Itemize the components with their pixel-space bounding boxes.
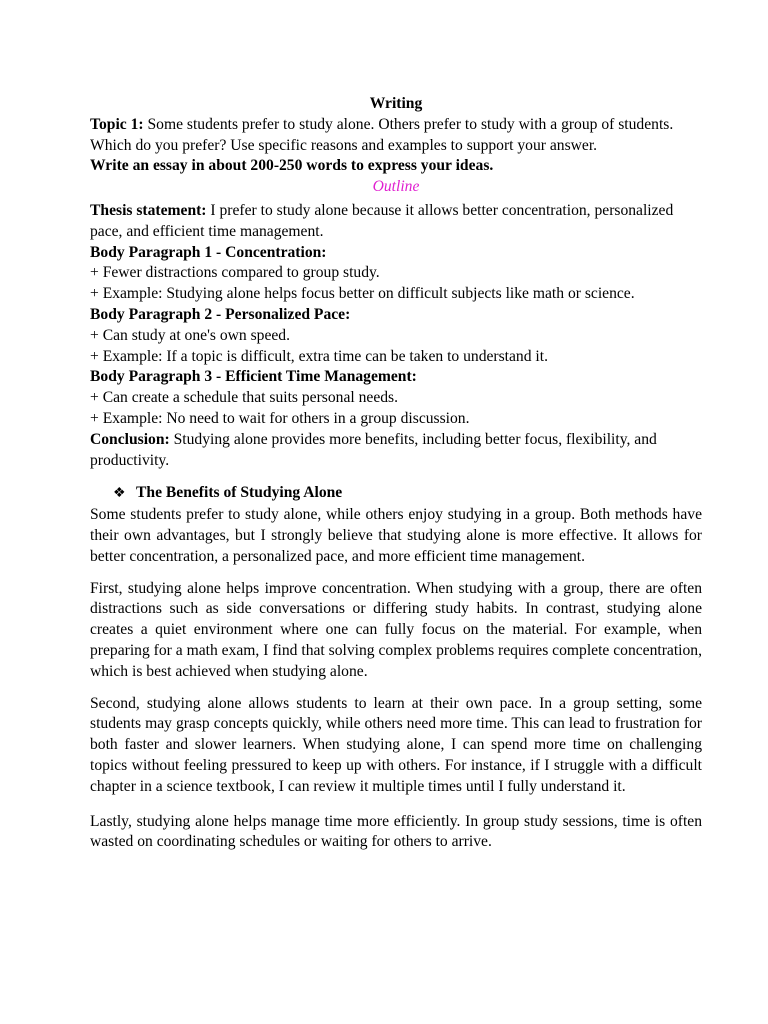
outline-heading: Outline	[372, 178, 420, 196]
essay-heading: The Benefits of Studying Alone	[136, 484, 343, 502]
body3-point: + Can create a schedule that suits personal needs.	[90, 389, 398, 407]
body1-point: + Example: Studying alone helps focus better on difficult subjects like math or science.	[90, 285, 635, 303]
body2-point: + Can study at one's own speed.	[90, 326, 291, 344]
essay-paragraph: Lastly, studying alone helps manage time more efficiently. In group study sessions, time is often wasted on coordinating schedules or waiting for others to arrive.	[90, 812, 702, 851]
diamond-bullet-icon: ❖	[113, 486, 126, 502]
topic-paragraph	[90, 115, 702, 157]
essay-paragraph: First, studying alone helps improve concentration. When studying with a group, there are often distractions such as side conversations or differing study habits. In contrast, studying alone creates a quiet environment where one can fully focus on the material. For example, when preparing for a math exam, I find that solving complex problems requires complete concentration, which is best achieved when studying alone.	[90, 579, 702, 680]
thesis-paragraph	[90, 201, 702, 243]
topic-label: Topic 1:	[90, 115, 144, 133]
body1-point: + Fewer distractions compared to group study.	[90, 264, 380, 282]
body1-heading: Body Paragraph 1 - Concentration:	[90, 243, 327, 261]
page-title: Writing	[369, 95, 423, 112]
essay-body	[90, 505, 702, 853]
essay-instruction: Write an essay in about 200-250 words to express your ideas.	[90, 157, 494, 175]
topic-text: Some students prefer to study alone. Others prefer to study with a group of students. Which do you prefer? Use specific reasons and examples to support your answer.	[90, 115, 674, 154]
conclusion-label: Conclusion:	[90, 430, 170, 448]
body3-point: + Example: No need to wait for others in a group discussion.	[90, 409, 470, 427]
essay-paragraph: Some students prefer to study alone, while others enjoy studying in a group. Both methods have their own advantages, but I strongly believe that studying alone is more effective. It allows for better concentration, a personalized pace, and more efficient time management.	[90, 506, 702, 565]
body2-heading: Body Paragraph 2 - Personalized Pace:	[90, 305, 351, 323]
body2-point: + Example: If a topic is difficult, extra time can be taken to understand it.	[90, 347, 548, 365]
essay-heading-row	[90, 483, 702, 505]
conclusion-paragraph	[90, 430, 702, 472]
thesis-text: I prefer to study alone because it allows better concentration, personalized pace, and efficient time management.	[90, 201, 674, 240]
essay-paragraph: Second, studying alone allows students to learn at their own pace. In a group setting, some students may grasp concepts quickly, while others need more time. This can lead to frustration for both faster and slower learners. When studying alone, I can spend more time on challenging topics without feeling pressured to keep up with others. For instance, if I struggle with a difficult chapter in a science textbook, I can review it multiple times until I fully understand it.	[90, 694, 702, 795]
conclusion-text: Studying alone provides more benefits, including better focus, flexibility, and productivity.	[90, 430, 657, 469]
body3-heading: Body Paragraph 3 - Efficient Time Management:	[90, 368, 417, 386]
thesis-label: Thesis statement:	[90, 201, 207, 219]
document-content	[90, 94, 702, 853]
